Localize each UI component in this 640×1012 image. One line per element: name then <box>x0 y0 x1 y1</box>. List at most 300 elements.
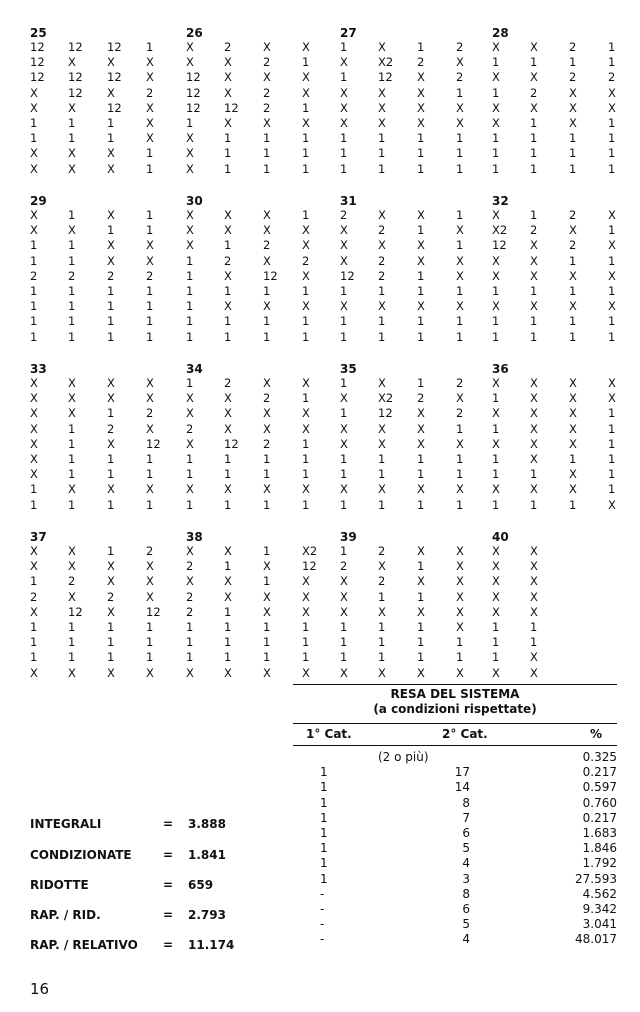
resa-cell-cat2: 17 <box>454 765 470 780</box>
block-cell: 1 <box>263 131 271 146</box>
block-cell: 1 <box>107 314 115 329</box>
block-cell: 1 <box>224 619 232 634</box>
block-cell: 1 <box>146 223 154 238</box>
block-cell: 12 <box>378 70 393 85</box>
block-cell: 1 <box>530 283 538 298</box>
block-cell: 1 <box>186 314 194 329</box>
system-block <box>340 26 480 177</box>
block-cell: X <box>186 223 194 238</box>
block-row <box>186 574 326 589</box>
block-row <box>492 574 632 589</box>
block-cell: X <box>263 40 271 54</box>
block-cell: X <box>186 161 194 176</box>
block-cell: 1 <box>224 650 232 665</box>
block-cell: 12 <box>107 40 122 54</box>
block-cell: 2 <box>569 40 577 54</box>
block-cell: 2 <box>186 604 194 619</box>
block-cell: 1 <box>340 314 348 329</box>
block-cell: 2 <box>107 268 115 283</box>
block-row <box>340 498 480 513</box>
block-cell: 1 <box>492 283 500 298</box>
block-cell: 1 <box>107 223 115 238</box>
block-cell: X <box>186 406 194 421</box>
resa-cell-cat1: 1 <box>320 810 328 825</box>
block-number: 27 <box>340 26 357 40</box>
block-cell: 1 <box>340 467 348 482</box>
block-number: 31 <box>340 194 357 208</box>
block-cell: 1 <box>68 208 76 222</box>
block-cell: 1 <box>68 497 76 512</box>
block-cell: X <box>608 100 616 115</box>
block-cell: X <box>186 544 194 558</box>
block-cell: X <box>378 559 386 574</box>
block-row <box>492 482 632 497</box>
block-cell: X <box>30 467 38 482</box>
block-cell: X <box>530 421 538 436</box>
block-row <box>186 605 326 620</box>
block-cell: X <box>30 436 38 451</box>
block-cell: 2 <box>378 223 386 238</box>
block-cell: 1 <box>456 635 464 650</box>
block-cell: 1 <box>530 314 538 329</box>
block-cell: 2 <box>456 406 464 421</box>
block-cell: 1 <box>302 451 310 466</box>
block-row <box>492 208 632 223</box>
block-cell: X <box>224 115 232 130</box>
block-cell: 1 <box>302 619 310 634</box>
block-row <box>492 70 632 85</box>
block-cell: X <box>146 589 154 604</box>
block-cell: 2 <box>302 253 310 268</box>
block-cell: X <box>492 604 500 619</box>
block-cell: 1 <box>107 406 115 421</box>
block-cell: X <box>224 406 232 421</box>
block-row <box>340 70 480 85</box>
block-row <box>340 635 480 650</box>
block-row <box>30 590 170 605</box>
block-cell: 1 <box>30 574 38 589</box>
block-cell: X <box>224 85 232 100</box>
block-cell: 12 <box>30 55 45 70</box>
block-cell: X <box>30 544 38 558</box>
block-row <box>340 482 480 497</box>
block-cell: 1 <box>302 650 310 665</box>
block-cell: 1 <box>608 55 616 70</box>
block-cell: 1 <box>492 329 500 344</box>
block-cell: 1 <box>107 650 115 665</box>
block-row <box>186 299 326 314</box>
block-cell: X <box>530 299 538 314</box>
block-cell: X <box>417 421 425 436</box>
block-cell: X <box>340 223 348 238</box>
block-cell: 1 <box>107 619 115 634</box>
block-cell: X <box>302 604 310 619</box>
block-row <box>30 498 170 513</box>
block-cell: X <box>302 665 310 680</box>
block-cell: X <box>224 391 232 406</box>
block-cell: X <box>569 299 577 314</box>
resa-cell-percent: 4.562 <box>582 886 617 901</box>
block-cell: X <box>456 665 464 680</box>
block-cell: X <box>530 70 538 85</box>
block-cell: 1 <box>302 131 310 146</box>
block-cell: X <box>30 161 38 176</box>
block-row <box>186 666 326 681</box>
block-cell: 2 <box>569 238 577 253</box>
block-cell: 1 <box>146 650 154 665</box>
resa-cell-cat2: 4 <box>462 856 470 871</box>
block-row <box>30 391 170 406</box>
block-cell: 1 <box>68 635 76 650</box>
block-cell: 1 <box>263 451 271 466</box>
block-cell: 1 <box>417 223 425 238</box>
block-row <box>492 314 632 329</box>
block-cell: X <box>608 391 616 406</box>
block-row <box>340 284 480 299</box>
block-cell: 1 <box>608 421 616 436</box>
block-cell: X <box>569 115 577 130</box>
block-cell: 1 <box>417 650 425 665</box>
block-cell: 1 <box>456 161 464 176</box>
block-cell: 1 <box>417 283 425 298</box>
block-row <box>30 452 170 467</box>
block-cell: X <box>340 574 348 589</box>
block-row <box>30 116 170 131</box>
block-cell: X <box>30 406 38 421</box>
block-cell: 1 <box>186 268 194 283</box>
block-cell: 2 <box>569 70 577 85</box>
resa-cell-percent: 1.846 <box>582 841 617 856</box>
block-row <box>492 116 632 131</box>
stat-value: 659 <box>188 878 214 892</box>
block-number: 25 <box>30 26 47 40</box>
block-cell: 1 <box>263 146 271 161</box>
block-row <box>492 666 632 681</box>
block-cell: 1 <box>456 131 464 146</box>
block-cell: 1 <box>30 299 38 314</box>
block-cell: 1 <box>378 589 386 604</box>
system-block <box>340 362 480 513</box>
block-cell: 1 <box>569 131 577 146</box>
block-row <box>186 55 326 70</box>
block-row <box>30 162 170 177</box>
block-cell: 1 <box>378 635 386 650</box>
block-cell: X <box>530 559 538 574</box>
block-cell: X <box>30 451 38 466</box>
block-cell: 1 <box>608 451 616 466</box>
block-cell: X <box>378 299 386 314</box>
block-row <box>30 238 170 253</box>
block-cell: 12 <box>68 40 83 54</box>
block-cell: 1 <box>608 40 616 54</box>
block-cell: X <box>608 268 616 283</box>
block-cell: X <box>417 665 425 680</box>
block-cell: 2 <box>68 574 76 589</box>
block-cell: X <box>456 559 464 574</box>
block-row <box>340 299 480 314</box>
block-cell: X <box>107 208 115 222</box>
block-cell: 12 <box>224 100 239 115</box>
block-cell: 1 <box>492 619 500 634</box>
block-cell: X <box>146 253 154 268</box>
block-cell: X <box>302 40 310 54</box>
block-cell: X <box>456 55 464 70</box>
block-row <box>186 391 326 406</box>
block-cell: X <box>492 253 500 268</box>
block-cell: 1 <box>417 559 425 574</box>
resa-cell-percent: 1.792 <box>582 856 617 871</box>
resa-header-bottom-rule <box>293 745 617 746</box>
block-cell: 1 <box>456 329 464 344</box>
block-cell: X <box>530 376 538 390</box>
block-row <box>30 376 170 391</box>
block-cell: 1 <box>146 208 154 222</box>
block-cell: X <box>378 665 386 680</box>
block-row <box>492 650 632 665</box>
block-cell: 1 <box>417 146 425 161</box>
block-cell: 1 <box>569 329 577 344</box>
block-cell: 1 <box>417 467 425 482</box>
resa-cell-cat1: - <box>320 917 325 932</box>
stat-value: 1.841 <box>188 848 226 862</box>
block-cell: 1 <box>146 299 154 314</box>
block-cell: 1 <box>456 314 464 329</box>
block-cell: 1 <box>608 406 616 421</box>
resa-cell-percent: 0.597 <box>582 780 617 795</box>
block-cell: 1 <box>224 451 232 466</box>
block-cell: X <box>186 208 194 222</box>
block-cell: X <box>492 70 500 85</box>
block-row <box>30 146 170 161</box>
block-cell: X <box>530 589 538 604</box>
block-cell: 1 <box>186 451 194 466</box>
block-row <box>492 590 632 605</box>
system-block <box>30 530 170 681</box>
system-block <box>492 26 632 177</box>
block-number: 38 <box>186 530 203 544</box>
block-cell: X <box>68 146 76 161</box>
block-cell: 12 <box>30 70 45 85</box>
block-cell: 2 <box>186 589 194 604</box>
block-row <box>492 146 632 161</box>
block-cell: X <box>186 391 194 406</box>
resa-cell-cat2: 5 <box>462 917 470 932</box>
block-cell: X <box>569 85 577 100</box>
block-cell: X <box>30 391 38 406</box>
block-row <box>492 437 632 452</box>
block-cell: 1 <box>68 253 76 268</box>
block-row <box>30 284 170 299</box>
block-cell: 2 <box>378 544 386 558</box>
block-cell: X <box>263 253 271 268</box>
block-cell: X <box>378 238 386 253</box>
block-cell: 1 <box>340 497 348 512</box>
block-cell: 2 <box>263 238 271 253</box>
block-cell: 1 <box>30 115 38 130</box>
block-number: 36 <box>492 362 509 376</box>
block-cell: X <box>186 40 194 54</box>
resa-cell-cat2: 7 <box>462 810 470 825</box>
block-cell: X <box>302 268 310 283</box>
block-cell: 1 <box>263 497 271 512</box>
block-cell: 2 <box>417 391 425 406</box>
block-cell: 2 <box>378 253 386 268</box>
block-cell: X <box>107 482 115 497</box>
block-cell: 1 <box>569 146 577 161</box>
block-cell: 2 <box>417 55 425 70</box>
block-cell: 12 <box>107 100 122 115</box>
block-row <box>186 559 326 574</box>
system-block <box>30 362 170 513</box>
block-cell: 1 <box>186 115 194 130</box>
block-cell: 1 <box>302 146 310 161</box>
block-cell: X <box>224 268 232 283</box>
block-cell: X <box>456 115 464 130</box>
block-cell: X <box>146 665 154 680</box>
block-cell: 1 <box>68 436 76 451</box>
block-row <box>340 422 480 437</box>
block-cell: 1 <box>340 406 348 421</box>
block-cell: 1 <box>378 283 386 298</box>
block-row <box>30 544 170 559</box>
block-cell: X <box>530 391 538 406</box>
block-row <box>340 574 480 589</box>
block-cell: 1 <box>224 283 232 298</box>
block-row <box>30 55 170 70</box>
block-cell: 1 <box>302 467 310 482</box>
block-cell: 1 <box>186 329 194 344</box>
block-row <box>340 620 480 635</box>
block-row <box>340 544 480 559</box>
resa-cell-percent: 0.217 <box>582 765 617 780</box>
block-cell: X <box>378 100 386 115</box>
block-row <box>30 269 170 284</box>
block-cell: 1 <box>107 283 115 298</box>
block-row <box>340 146 480 161</box>
block-cell: 1 <box>456 467 464 482</box>
system-block <box>30 26 170 177</box>
block-cell: X <box>30 85 38 100</box>
block-cell: X <box>340 482 348 497</box>
block-row <box>340 269 480 284</box>
block-row <box>30 314 170 329</box>
block-cell: X <box>107 391 115 406</box>
system-block <box>186 26 326 177</box>
resa-cell-cat2: 8 <box>462 795 470 810</box>
block-cell: 1 <box>530 161 538 176</box>
block-row <box>492 467 632 482</box>
block-cell: 1 <box>224 314 232 329</box>
block-cell: 1 <box>340 161 348 176</box>
block-cell: 1 <box>146 161 154 176</box>
block-cell: 1 <box>107 451 115 466</box>
block-cell: 2 <box>456 70 464 85</box>
block-row <box>186 116 326 131</box>
block-cell: X <box>224 665 232 680</box>
block-cell: 1 <box>263 314 271 329</box>
block-row <box>492 40 632 55</box>
block-cell: X <box>608 208 616 222</box>
block-number: 29 <box>30 194 47 208</box>
block-cell: X <box>378 85 386 100</box>
block-cell: 1 <box>302 161 310 176</box>
block-cell: X <box>30 604 38 619</box>
block-cell: X <box>378 40 386 54</box>
block-row <box>30 482 170 497</box>
block-cell: X <box>456 619 464 634</box>
block-cell: 1 <box>492 131 500 146</box>
block-cell: 2 <box>263 85 271 100</box>
block-row <box>340 162 480 177</box>
block-row <box>30 467 170 482</box>
block-cell: X <box>107 161 115 176</box>
block-cell: X <box>146 559 154 574</box>
block-row <box>30 406 170 421</box>
block-row <box>340 223 480 238</box>
block-cell: 1 <box>417 161 425 176</box>
block-cell: 1 <box>146 283 154 298</box>
block-cell: 1 <box>456 421 464 436</box>
block-cell: 1 <box>340 619 348 634</box>
block-cell: 1 <box>378 314 386 329</box>
stat-value: 3.888 <box>188 817 226 831</box>
block-cell: X <box>68 482 76 497</box>
block-cell: 1 <box>417 497 425 512</box>
block-cell: X <box>492 208 500 222</box>
block-cell: 1 <box>224 604 232 619</box>
block-row <box>30 70 170 85</box>
block-cell: 1 <box>107 329 115 344</box>
resa-cell-cat1: 1 <box>320 856 328 871</box>
block-row <box>492 86 632 101</box>
page-number: 16 <box>30 980 50 998</box>
block-cell: 1 <box>107 115 115 130</box>
block-row <box>340 314 480 329</box>
block-cell: 1 <box>224 635 232 650</box>
block-cell: 1 <box>68 283 76 298</box>
block-cell: 1 <box>569 253 577 268</box>
block-row <box>186 498 326 513</box>
system-block <box>492 530 632 681</box>
stat-label: INTEGRALI <box>30 817 102 831</box>
block-cell: X <box>530 665 538 680</box>
block-cell: 1 <box>224 497 232 512</box>
resa-cell-cat2: 6 <box>462 826 470 840</box>
block-cell: 1 <box>68 467 76 482</box>
block-cell: 1 <box>340 650 348 665</box>
block-cell: X <box>186 482 194 497</box>
block-cell: 2 <box>186 559 194 574</box>
block-cell: 12 <box>340 268 355 283</box>
block-cell: X <box>68 589 76 604</box>
block-row <box>186 437 326 452</box>
block-row <box>340 590 480 605</box>
block-row <box>186 452 326 467</box>
block-cell: X <box>492 406 500 421</box>
block-row <box>340 559 480 574</box>
block-row <box>186 162 326 177</box>
block-cell: 1 <box>146 467 154 482</box>
block-cell: X <box>340 436 348 451</box>
block-cell: X <box>302 589 310 604</box>
block-cell: 1 <box>378 329 386 344</box>
block-cell: 1 <box>30 314 38 329</box>
block-cell: 1 <box>186 253 194 268</box>
block-number: 40 <box>492 530 509 544</box>
block-cell: X <box>30 376 38 390</box>
block-row <box>340 55 480 70</box>
block-row <box>30 101 170 116</box>
